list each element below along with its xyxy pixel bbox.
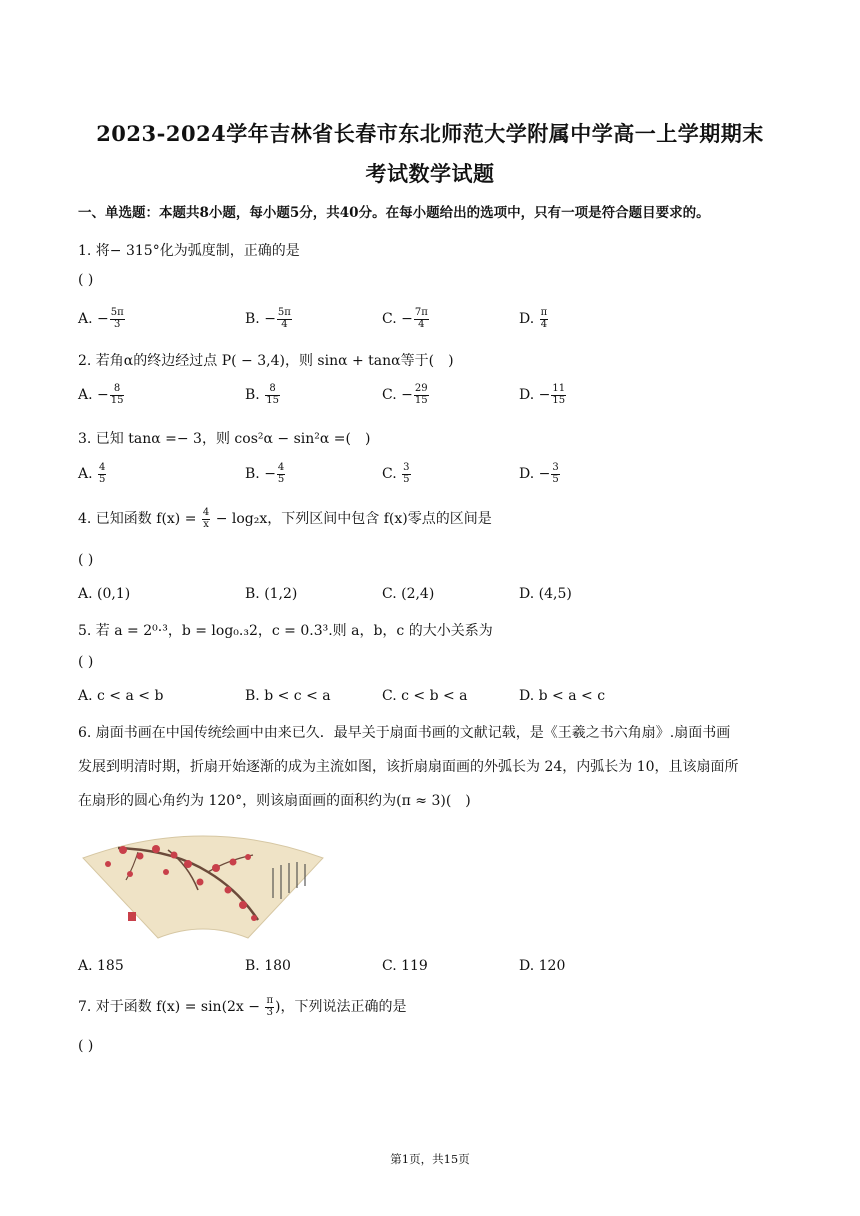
- q6-stem-line-1: 6. 扇面书画在中国传统绘画中由来已久．最早关于扇面书画的文献记载，是《王羲之书六角扇》.扇面书画: [78, 725, 731, 741]
- q7-answer-paren: ( ): [78, 1038, 94, 1054]
- q4-option-b: B. (1,2): [245, 586, 298, 602]
- q4-stem: 4. 已知函数 f(x) = $\frac{4}{x}$ − log₂x，下列区间中包含 f(x)零点的区间是: [78, 507, 492, 530]
- q2-stem: 2. 若角α的终边经过点 P( − 3,4)，则 sinα + tanα等于( ): [78, 353, 454, 369]
- q5-stem: 5. 若 a = 2⁰·³，b = log₀.₃2，c = 0.3³.则 a，b，c 的大小关系为: [78, 623, 493, 639]
- folding-fan-painting: [78, 820, 328, 942]
- q3-option-b: B. − $\frac{4}{5}$: [245, 462, 285, 485]
- q1-option-c: C. − $\frac{7\pi}{4}$: [382, 307, 428, 330]
- q6-option-c: C. 119: [382, 958, 428, 974]
- q3-stem: 3. 已知 tanα =− 3，则 cos²α − sin²α =( ): [78, 431, 371, 447]
- q1-answer-paren: ( ): [78, 272, 94, 288]
- q5-option-c: C. c < b < a: [382, 688, 468, 704]
- q6-option-d: D. 120: [519, 958, 566, 974]
- q2-option-c: C. − $\frac{29}{15}$: [382, 383, 428, 406]
- q2-option-b: B. $\frac{8}{15}$: [245, 383, 279, 406]
- section-heading: 一、单选题：本题共8小题，每小题5分，共40分。在每小题给出的选项中，只有一项是符合题目要求的。: [78, 205, 710, 221]
- title-line-2: 考试数学试题: [365, 161, 495, 186]
- q6-stem-line-3: 在扇形的圆心角约为 120°，则该扇面画的面积约为(π ≈ 3)( ): [78, 793, 471, 809]
- q4-option-c: C. (2,4): [382, 586, 435, 602]
- q1-option-a: A. − $\frac{5\pi}{3}$: [78, 307, 124, 330]
- q3-option-a: A. $\frac{4}{5}$: [78, 462, 106, 485]
- q6-stem-line-2: 发展到明清时期，折扇开始逐渐的成为主流如图，该折扇扇面画的外弧长为 24，内弧长为 10，且该扇面所: [78, 759, 739, 775]
- q1-stem: 1. 将− 315°化为弧度制，正确的是: [78, 243, 300, 259]
- q6-option-a: A. 185: [78, 958, 124, 974]
- q5-option-a: A. c < a < b: [78, 688, 164, 704]
- q5-option-b: B. b < c < a: [245, 688, 331, 704]
- q2-option-a: A. − $\frac{8}{15}$: [78, 383, 124, 406]
- q1-option-d: D. $\frac{\pi}{4}$: [519, 307, 548, 330]
- title-line-1: 2023-2024学年吉林省长春市东北师范大学附属中学高一上学期期末: [96, 121, 764, 146]
- q4-option-a: A. (0,1): [78, 586, 131, 602]
- q5-answer-paren: ( ): [78, 654, 94, 670]
- q3-option-c: C. $\frac{3}{5}$: [382, 462, 410, 485]
- q7-stem: 7. 对于函数 f(x) = sin(2x − $\frac{\pi}{3}$ )，下列说法正确的是: [78, 995, 407, 1018]
- q4-option-d: D. (4,5): [519, 586, 572, 602]
- q6-option-b: B. 180: [245, 958, 291, 974]
- q1-option-b: B. − $\frac{5\pi}{4}$: [245, 307, 291, 330]
- q2-option-d: D. − $\frac{11}{15}$: [519, 383, 566, 406]
- page-footer: 第1页，共15页: [390, 1152, 470, 1166]
- q4-answer-paren: ( ): [78, 552, 94, 568]
- q5-option-d: D. b < a < c: [519, 688, 606, 704]
- q3-option-d: D. − $\frac{3}{5}$: [519, 462, 559, 485]
